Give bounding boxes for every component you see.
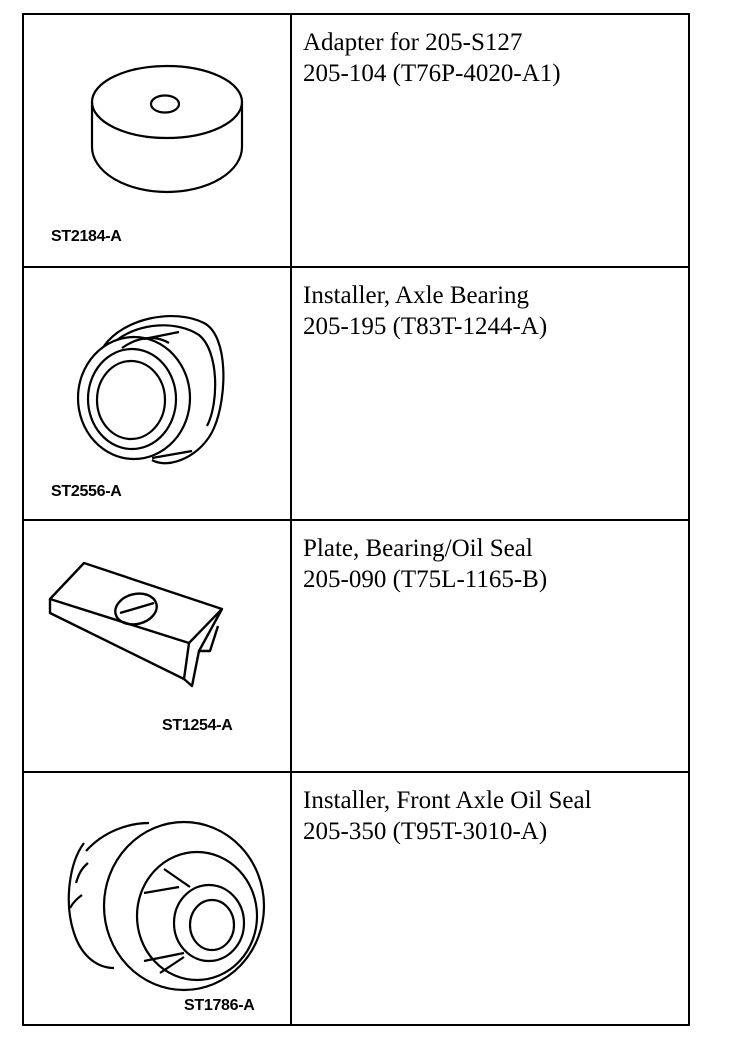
tool-description-cell — [291, 520, 689, 773]
tool-name: Plate, Bearing/Oil Seal — [303, 534, 533, 562]
tool-illustration-cell — [23, 14, 291, 267]
tool-illustration-cell — [23, 772, 291, 1025]
tool-name: Adapter for 205-S127 — [303, 29, 523, 56]
table-row — [23, 772, 689, 1025]
illustration-code: ST2184-A — [51, 228, 122, 245]
tool-number: 205-104 (T76P-4020-A1) — [303, 60, 561, 87]
tool-name: Installer, Front Axle Oil Seal — [303, 787, 592, 815]
tool-description-cell — [291, 14, 689, 267]
plate-icon — [24, 521, 290, 773]
illustration-code: ST2556-A — [51, 482, 122, 500]
table-row — [23, 520, 689, 773]
illustration-code: ST1786-A — [184, 997, 255, 1015]
table-row — [23, 14, 689, 267]
oil-seal-installer-icon — [24, 773, 290, 1025]
tool-illustration-cell — [23, 520, 291, 773]
tool-description-cell — [291, 772, 689, 1025]
tool-number: 205-195 (T83T-1244-A) — [303, 312, 548, 340]
tool-illustration-cell — [23, 267, 291, 520]
tool-name: Installer, Axle Bearing — [303, 281, 530, 309]
table-row — [23, 267, 689, 520]
illustration-code: ST1254-A — [162, 716, 233, 734]
special-tools-table — [22, 13, 690, 1026]
tool-number: 205-090 (T75L-1165-B) — [303, 565, 548, 593]
tool-number: 205-350 (T95T-3010-A) — [303, 818, 548, 846]
tool-description-cell — [291, 267, 689, 520]
